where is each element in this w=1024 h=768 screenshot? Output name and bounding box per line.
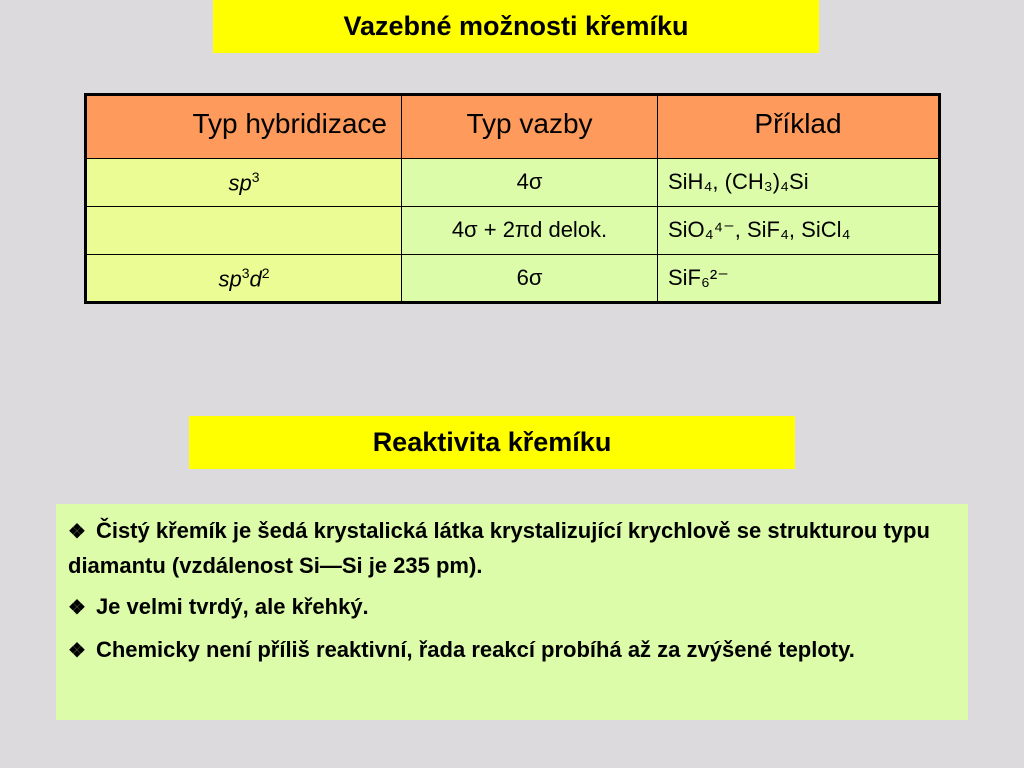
- bond-text: 6σ: [516, 265, 543, 290]
- title-bonding-options-text: Vazebné možnosti křemíku: [343, 11, 689, 41]
- cell-example: [658, 207, 940, 255]
- hybrid-sp: sp: [228, 170, 252, 196]
- cell-hybridization: [86, 255, 402, 303]
- list-item: [68, 514, 956, 582]
- cell-hybridization: [86, 159, 402, 207]
- bond-text: 4σ + 2πd delok.: [451, 217, 608, 242]
- diamond-bullet-icon: ❖: [68, 521, 86, 543]
- hybrid-d: d: [249, 266, 262, 292]
- bullet-text: Čistý křemík je šedá krystalická látka krystalizující krychlově se strukturou typu diamantu (vzdálenost Si—Si je 235 pm).: [68, 518, 930, 578]
- example-text: SiF₆²⁻: [668, 265, 729, 290]
- title-reactivity: [189, 416, 795, 469]
- cell-bond-type: [402, 159, 658, 207]
- title-reactivity-text: Reaktivita křemíku: [372, 427, 612, 457]
- header-example: Příklad: [658, 95, 940, 159]
- cell-example: [658, 159, 940, 207]
- hybridization-table: [84, 93, 941, 304]
- header-bond-type: Typ vazby: [402, 95, 658, 159]
- example-text: SiH₄, (CH₃)₄Si: [668, 169, 809, 194]
- cell-hybridization: [86, 207, 402, 255]
- bullet-text: Je velmi tvrdý, ale křehký.: [95, 594, 369, 619]
- header-hybridization-type: Typ hybridizace: [86, 95, 402, 159]
- cell-bond-type: [402, 255, 658, 303]
- hybrid-sp: sp: [218, 266, 242, 292]
- hybrid-sp-exp: 3: [251, 169, 260, 185]
- list-item: [68, 590, 956, 625]
- hybrid-d-exp: 2: [261, 265, 270, 281]
- diamond-bullet-icon: ❖: [68, 597, 86, 619]
- table-row: [86, 255, 940, 303]
- hybrid-sp-exp: 3: [241, 265, 250, 281]
- table-row: [86, 207, 940, 255]
- bullet-text: Chemicky není příliš reaktivní, řada reakcí probíhá až za zvýšené teploty.: [95, 637, 855, 662]
- bond-text: 4σ: [516, 169, 543, 194]
- cell-example: [658, 255, 940, 303]
- table-row: [86, 159, 940, 207]
- example-text: SiO₄⁴⁻, SiF₄, SiCl₄: [668, 217, 851, 242]
- title-bonding-options: [213, 0, 819, 53]
- cell-bond-type: [402, 207, 658, 255]
- diamond-bullet-icon: ❖: [68, 640, 86, 662]
- list-item: [68, 633, 956, 668]
- table-header-row: [86, 95, 940, 159]
- reactivity-bullet-list: [56, 504, 968, 720]
